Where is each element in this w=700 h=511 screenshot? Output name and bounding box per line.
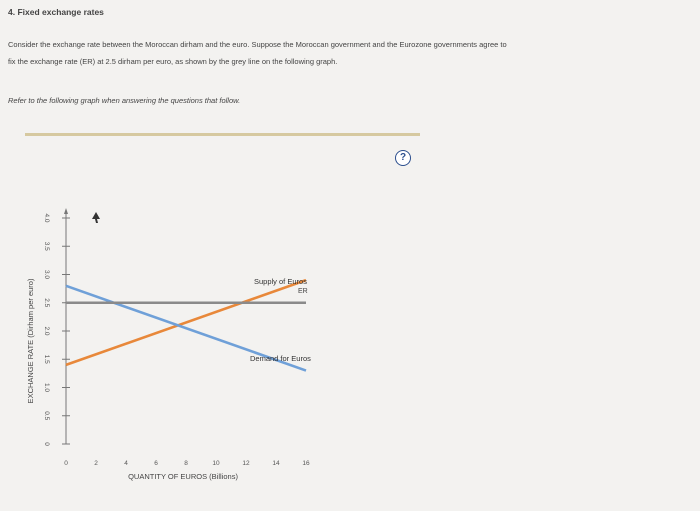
demand-label: Demand for Euros <box>250 354 311 363</box>
x-tick-label: 14 <box>272 460 280 467</box>
y-tick-label: 1.0 <box>43 382 50 393</box>
y-tick-label: 2.0 <box>43 326 50 336</box>
y-tick-label: 0.5 <box>43 411 50 421</box>
refer-instruction: Refer to the following graph when answering the questions that follow. <box>8 96 241 105</box>
y-axis-label: EXCHANGE RATE (Dirham per euro) <box>26 278 35 404</box>
paragraph-line-1: Consider the exchange rate between the Moroccan dirham and the euro. Suppose the Moroccan government and the Eurozone governments agree to <box>8 40 507 49</box>
x-tick-label: 12 <box>242 460 250 467</box>
cursor-icon <box>92 212 100 223</box>
x-tick-label: 0 <box>64 460 68 467</box>
y-tick-label: 4.0 <box>43 213 50 223</box>
x-tick-label: 10 <box>212 460 220 467</box>
x-axis-label: QUANTITY OF EUROS (Billions) <box>128 472 238 481</box>
help-icon[interactable]: ? <box>395 150 411 166</box>
paragraph-line-2: fix the exchange rate (ER) at 2.5 dirham per euro, as shown by the grey line on the following graph. <box>8 57 338 66</box>
x-tick-label: 6 <box>154 460 158 467</box>
y-tick-label: 3.5 <box>43 241 50 251</box>
x-tick-label: 4 <box>124 460 128 467</box>
x-tick-label: 2 <box>94 460 98 467</box>
y-tick-label: 2.5 <box>43 298 50 308</box>
supply-curve[interactable] <box>66 280 306 365</box>
supply-label: Supply of Euros <box>254 277 307 286</box>
x-tick-label: 16 <box>302 460 310 467</box>
question-title: 4. Fixed exchange rates <box>8 7 104 17</box>
y-axis-arrow <box>64 208 68 214</box>
y-tick-label: 3.0 <box>43 269 50 280</box>
x-tick-label: 8 <box>184 460 188 467</box>
y-tick-label: 1.5 <box>43 354 50 364</box>
y-tick-label: 0 <box>43 442 50 446</box>
er-label: ER <box>298 288 308 295</box>
